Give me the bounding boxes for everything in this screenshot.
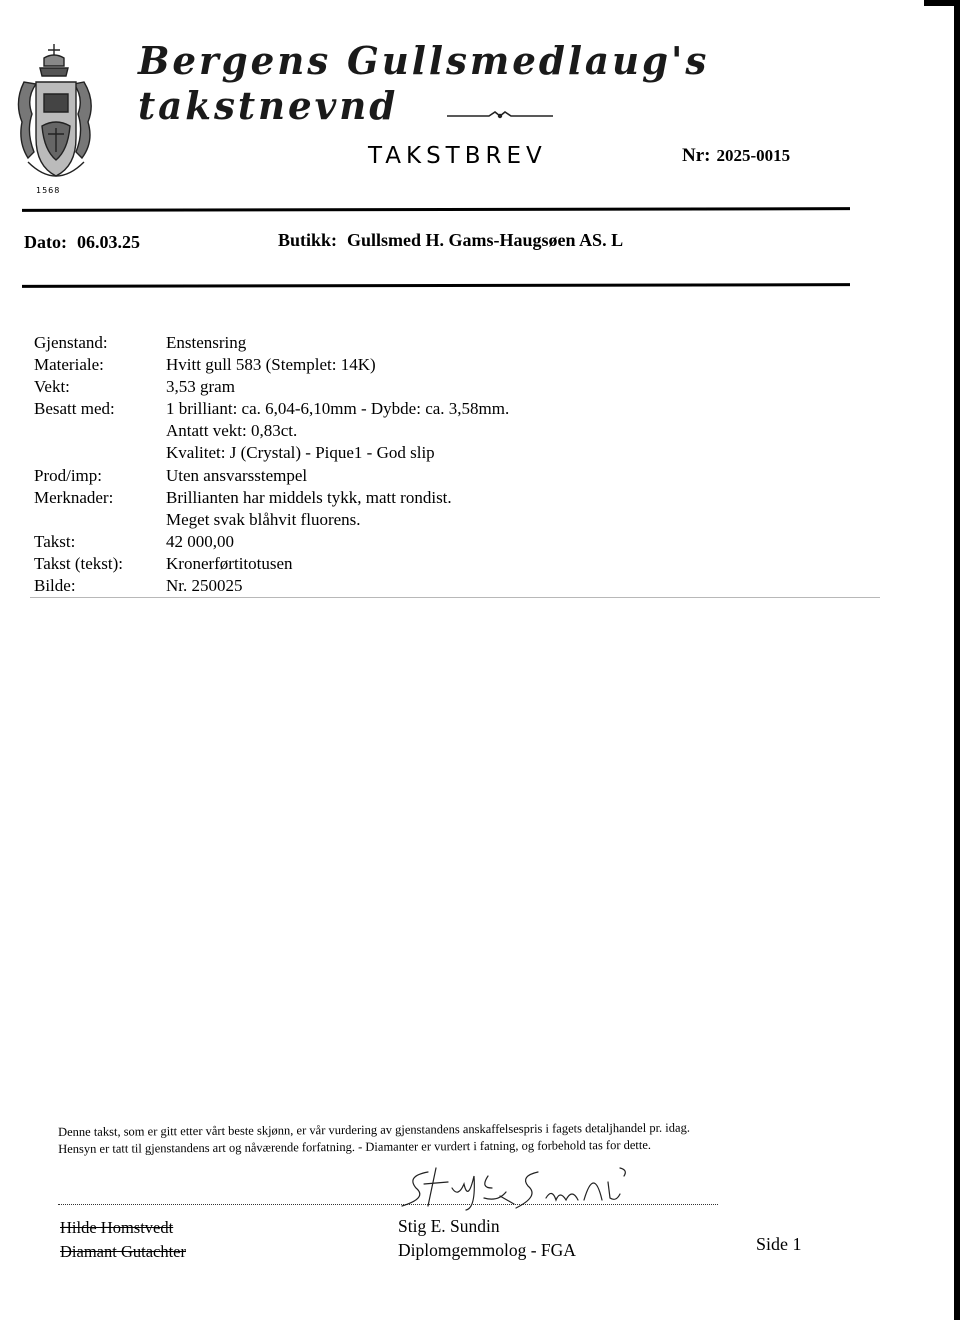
nr-value: 2025-0015 (716, 146, 791, 165)
guild-title: Bergens Gullsmedlaug's takstnevnd (138, 38, 710, 128)
ornament-divider-icon (445, 109, 555, 123)
meta-rule (22, 283, 850, 288)
left-signatory (60, 1216, 186, 1264)
document-number (682, 145, 790, 167)
field-value: Kronerførtitotusen (166, 553, 293, 573)
field-label: Takst (tekst): (34, 553, 123, 573)
field-label (34, 420, 166, 442)
field-row (34, 420, 509, 442)
scan-border-right (954, 0, 960, 1320)
field-row (34, 442, 509, 464)
field-value: Kvalitet: J (Crystal) - Pique1 - God slip (166, 443, 435, 463)
field-row (34, 332, 509, 354)
shop-field (278, 230, 623, 251)
disclaimer-line: Denne takst, som er gitt etter vårt beste skjønn, er vår vurdering av gjenstandens anskaffelsespris i fagets detaljhandel pr. idag. (58, 1120, 690, 1139)
disclaimer-line: Hensyn er tatt til gjenstandens art og nåværende forfatning. - Diamanter er vurdert i fatning, og forbehold tas for dette. (58, 1137, 652, 1156)
field-value: Antatt vekt: 0,83ct. (166, 421, 298, 441)
shop-label: Butikk: (278, 230, 338, 250)
field-value: 1 brilliant: ca. 6,04-6,10mm - Dybde: ca. 3,58mm. (166, 399, 510, 419)
field-value: Enstensring (166, 333, 247, 352)
field-row (34, 509, 509, 531)
left-signatory-name: Hilde Homstvedt (60, 1218, 174, 1237)
crest-year: 1568 (36, 186, 61, 195)
field-row (34, 376, 509, 398)
header-rule (22, 207, 850, 212)
nr-label: Nr: (682, 145, 711, 166)
right-signatory-name: Stig E. Sundin (398, 1216, 500, 1236)
page-number: Side 1 (756, 1234, 802, 1254)
field-label: Gjenstand: (34, 333, 108, 352)
field-value: 42 000,00 (166, 531, 234, 551)
left-signatory-title: Diamant Gutachter (60, 1242, 186, 1261)
shop-value: Gullsmed H. Gams-Haugsøen AS. L (347, 230, 624, 250)
field-value: 3,53 gram (166, 377, 235, 397)
field-row (34, 487, 509, 509)
date-label: Dato: (24, 232, 67, 252)
field-row (34, 553, 509, 575)
field-label: Materiale: (34, 355, 104, 375)
guild-crest-icon (14, 42, 104, 202)
field-row (34, 575, 509, 597)
handwritten-signature-icon (388, 1158, 658, 1214)
field-row (34, 398, 509, 420)
field-value: Uten ansvarsstempel (166, 465, 308, 485)
date-field (24, 232, 140, 253)
document-title: TAKSTBREV (368, 143, 547, 169)
field-label: Takst: (34, 531, 76, 551)
field-label: Vekt: (34, 377, 70, 397)
field-value: Meget svak blåhvit fluorens. (166, 509, 361, 529)
appraisal-fields (34, 332, 509, 597)
right-signatory (398, 1214, 576, 1262)
field-value: Nr. 250025 (166, 576, 243, 596)
field-value: Brillianten har middels tykk, matt rondist. (166, 487, 452, 507)
field-label: Prod/imp: (34, 465, 103, 485)
field-label (34, 509, 166, 531)
field-row (34, 354, 509, 376)
field-label: Merknader: (34, 487, 114, 507)
disclaimer (58, 1119, 818, 1158)
right-signatory-title: Diplomgemmolog - FGA (398, 1240, 576, 1260)
field-row (34, 465, 509, 487)
fields-end-rule (30, 597, 880, 598)
field-label: Besatt med: (34, 399, 115, 419)
date-value: 06.03.25 (77, 232, 140, 252)
scan-border-top (924, 0, 960, 6)
field-value: Hvitt gull 583 (Stemplet: 14K) (166, 355, 376, 375)
field-label (34, 442, 166, 464)
field-row (34, 531, 509, 553)
field-label: Bilde: (34, 576, 76, 596)
